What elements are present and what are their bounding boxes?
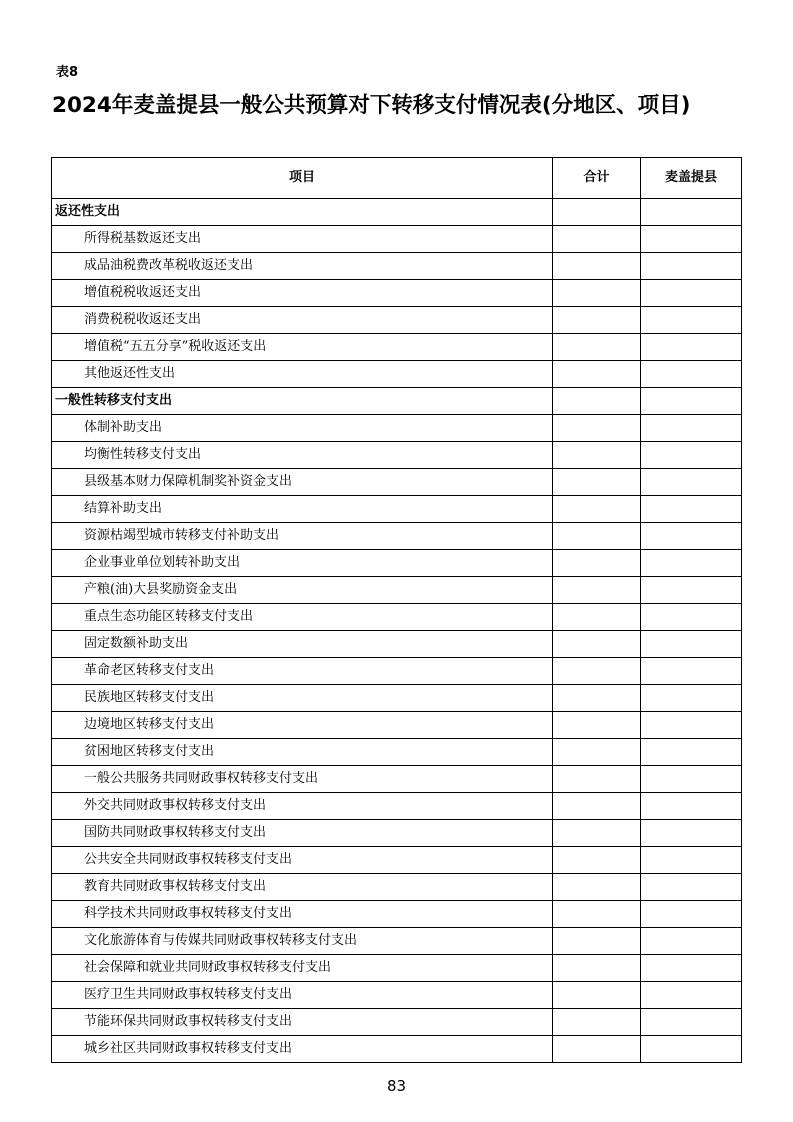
total-cell xyxy=(553,199,641,226)
item-label-cell: 消费税税收返还支出 xyxy=(52,307,553,334)
total-cell xyxy=(553,766,641,793)
total-cell xyxy=(553,442,641,469)
item-label-cell: 国防共同财政事权转移支付支出 xyxy=(52,820,553,847)
total-cell xyxy=(553,874,641,901)
table-row xyxy=(52,739,742,766)
table-row xyxy=(52,226,742,253)
table-row xyxy=(52,280,742,307)
table-row xyxy=(52,793,742,820)
county-cell xyxy=(641,739,742,766)
table-number-label: 表8 xyxy=(56,65,79,80)
table-row xyxy=(52,685,742,712)
table-row xyxy=(52,523,742,550)
total-cell xyxy=(553,334,641,361)
total-cell xyxy=(553,901,641,928)
county-cell xyxy=(641,334,742,361)
item-label-cell: 民族地区转移支付支出 xyxy=(52,685,553,712)
total-cell xyxy=(553,739,641,766)
county-cell xyxy=(641,766,742,793)
table-row xyxy=(52,847,742,874)
table-row xyxy=(52,982,742,1009)
item-label-cell: 产粮(油)大县奖励资金支出 xyxy=(52,577,553,604)
total-cell xyxy=(553,469,641,496)
total-cell xyxy=(553,1009,641,1036)
total-cell xyxy=(553,496,641,523)
county-cell xyxy=(641,469,742,496)
table-row xyxy=(52,1036,742,1063)
item-label-cell: 城乡社区共同财政事权转移支付支出 xyxy=(52,1036,553,1063)
total-cell xyxy=(553,982,641,1009)
total-cell xyxy=(553,955,641,982)
table-row xyxy=(52,1009,742,1036)
total-cell xyxy=(553,793,641,820)
item-label-cell: 公共安全共同财政事权转移支付支出 xyxy=(52,847,553,874)
county-cell xyxy=(641,496,742,523)
item-label-cell: 社会保障和就业共同财政事权转移支付支出 xyxy=(52,955,553,982)
table-row xyxy=(52,307,742,334)
item-label-cell: 其他返还性支出 xyxy=(52,361,553,388)
table-row xyxy=(52,928,742,955)
total-cell xyxy=(553,550,641,577)
total-cell xyxy=(553,523,641,550)
table-row xyxy=(52,442,742,469)
county-cell xyxy=(641,226,742,253)
county-cell xyxy=(641,577,742,604)
total-cell xyxy=(553,631,641,658)
item-label-cell: 均衡性转移支付支出 xyxy=(52,442,553,469)
county-cell xyxy=(641,982,742,1009)
total-cell xyxy=(553,388,641,415)
total-cell xyxy=(553,712,641,739)
county-cell xyxy=(641,685,742,712)
table-row xyxy=(52,658,742,685)
item-label-cell: 所得税基数返还支出 xyxy=(52,226,553,253)
county-cell xyxy=(641,712,742,739)
table-row xyxy=(52,361,742,388)
total-cell xyxy=(553,226,641,253)
county-cell xyxy=(641,1009,742,1036)
county-cell xyxy=(641,847,742,874)
county-cell xyxy=(641,550,742,577)
item-label-cell: 增值税“五五分享”税收返还支出 xyxy=(52,334,553,361)
item-label-cell: 革命老区转移支付支出 xyxy=(52,658,553,685)
table-row xyxy=(52,631,742,658)
county-cell xyxy=(641,820,742,847)
category-row xyxy=(52,388,742,415)
item-label-cell: 固定数额补助支出 xyxy=(52,631,553,658)
item-label-cell: 资源枯竭型城市转移支付补助支出 xyxy=(52,523,553,550)
table-row xyxy=(52,604,742,631)
county-cell xyxy=(641,1036,742,1063)
county-cell xyxy=(641,523,742,550)
county-cell xyxy=(641,874,742,901)
total-cell xyxy=(553,658,641,685)
county-cell xyxy=(641,604,742,631)
table-row xyxy=(52,577,742,604)
county-cell xyxy=(641,928,742,955)
item-label-cell: 文化旅游体育与传媒共同财政事权转移支付支出 xyxy=(52,928,553,955)
county-cell xyxy=(641,658,742,685)
total-cell xyxy=(553,253,641,280)
table-row xyxy=(52,712,742,739)
column-header-item: 项目 xyxy=(52,158,553,199)
item-label-cell: 医疗卫生共同财政事权转移支付支出 xyxy=(52,982,553,1009)
county-cell xyxy=(641,253,742,280)
county-cell xyxy=(641,280,742,307)
total-cell xyxy=(553,415,641,442)
table-row xyxy=(52,820,742,847)
item-label-cell: 一般公共服务共同财政事权转移支付支出 xyxy=(52,766,553,793)
item-label-cell: 体制补助支出 xyxy=(52,415,553,442)
table-row xyxy=(52,766,742,793)
county-cell xyxy=(641,955,742,982)
county-cell xyxy=(641,442,742,469)
total-cell xyxy=(553,577,641,604)
total-cell xyxy=(553,604,641,631)
item-label-cell: 边境地区转移支付支出 xyxy=(52,712,553,739)
document-title: 2024年麦盖提县一般公共预算对下转移支付情况表(分地区、项目) xyxy=(52,93,691,118)
item-label-cell: 返还性支出 xyxy=(52,199,553,226)
category-row xyxy=(52,199,742,226)
column-header-county: 麦盖提县 xyxy=(641,158,742,199)
county-cell xyxy=(641,793,742,820)
item-label-cell: 增值税税收返还支出 xyxy=(52,280,553,307)
table-row xyxy=(52,496,742,523)
item-label-cell: 外交共同财政事权转移支付支出 xyxy=(52,793,553,820)
item-label-cell: 科学技术共同财政事权转移支付支出 xyxy=(52,901,553,928)
item-label-cell: 县级基本财力保障机制奖补资金支出 xyxy=(52,469,553,496)
total-cell xyxy=(553,361,641,388)
county-cell xyxy=(641,901,742,928)
total-cell xyxy=(553,820,641,847)
table-row xyxy=(52,334,742,361)
item-label-cell: 成品油税费改革税收返还支出 xyxy=(52,253,553,280)
item-label-cell: 重点生态功能区转移支付支出 xyxy=(52,604,553,631)
total-cell xyxy=(553,847,641,874)
county-cell xyxy=(641,199,742,226)
county-cell xyxy=(641,307,742,334)
table-row xyxy=(52,253,742,280)
total-cell xyxy=(553,307,641,334)
column-header-total: 合计 xyxy=(553,158,641,199)
total-cell xyxy=(553,280,641,307)
total-cell xyxy=(553,1036,641,1063)
table-row xyxy=(52,955,742,982)
item-label-cell: 贫困地区转移支付支出 xyxy=(52,739,553,766)
table-row xyxy=(52,469,742,496)
table-row xyxy=(52,550,742,577)
total-cell xyxy=(553,928,641,955)
table-row xyxy=(52,874,742,901)
item-label-cell: 一般性转移支付支出 xyxy=(52,388,553,415)
table-header-row xyxy=(52,158,742,199)
transfer-payment-table xyxy=(51,157,742,1063)
county-cell xyxy=(641,631,742,658)
county-cell xyxy=(641,361,742,388)
item-label-cell: 企业事业单位划转补助支出 xyxy=(52,550,553,577)
county-cell xyxy=(641,388,742,415)
table-body xyxy=(52,199,742,1063)
table-row xyxy=(52,901,742,928)
item-label-cell: 节能环保共同财政事权转移支付支出 xyxy=(52,1009,553,1036)
table-row xyxy=(52,415,742,442)
page-number: 83 xyxy=(386,1077,407,1095)
item-label-cell: 教育共同财政事权转移支付支出 xyxy=(52,874,553,901)
item-label-cell: 结算补助支出 xyxy=(52,496,553,523)
total-cell xyxy=(553,685,641,712)
county-cell xyxy=(641,415,742,442)
